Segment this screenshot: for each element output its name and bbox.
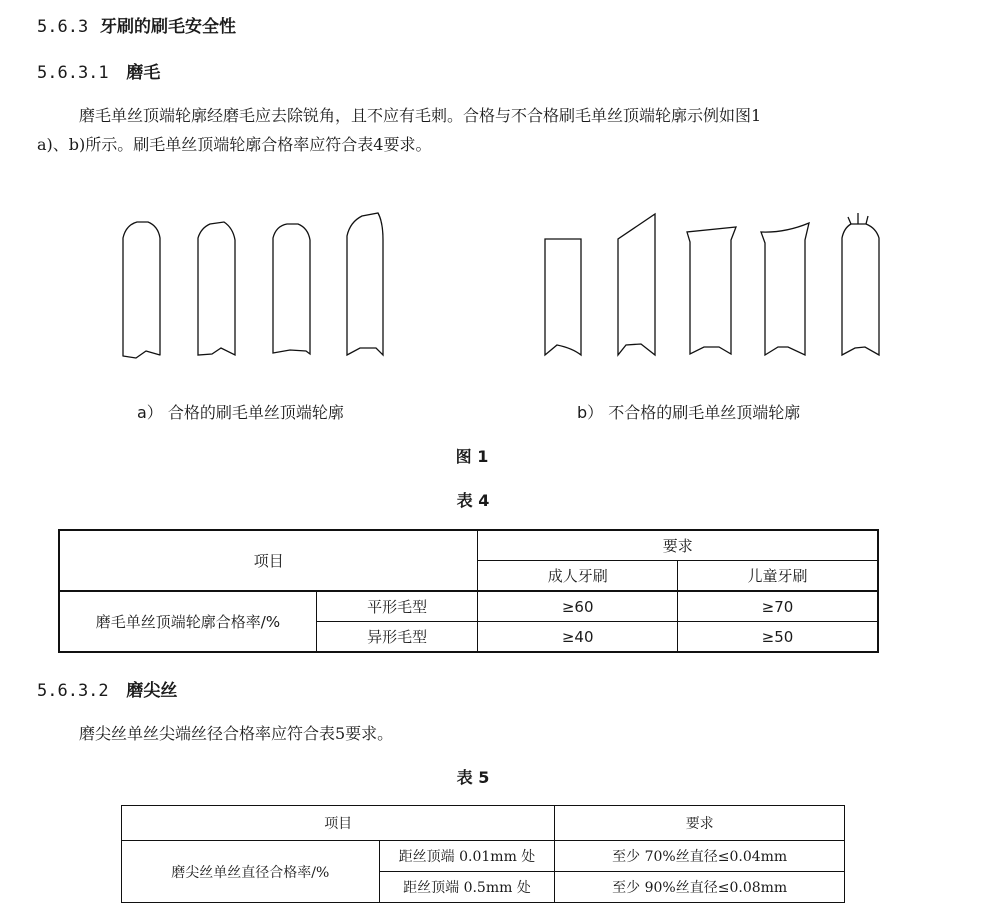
figure-1-drawing xyxy=(0,0,1001,400)
subsection-number-1: 5.6.3.1 xyxy=(37,63,109,83)
unacceptable-bristle-profiles xyxy=(545,213,879,355)
table-4 xyxy=(58,529,879,653)
table-row xyxy=(122,841,845,872)
table-4-header-requirement: 要求 xyxy=(478,530,878,561)
acceptable-bristle-profiles xyxy=(123,213,383,358)
table-5-title: 表 5 xyxy=(456,768,490,787)
figure-caption-a: a） 合格的刷毛单丝顶端轮廓 xyxy=(137,403,344,422)
subsection-number-2: 5.6.3.2 xyxy=(37,681,109,701)
paragraph-line-1: 磨毛单丝顶端轮廓经磨毛应去除锐角，且不应有毛刺。合格与不合格刷毛单丝顶端轮廓示例如图1 xyxy=(79,106,762,125)
table-5-cell-requirement: 至少 70%丝直径≤0.04mm xyxy=(555,841,845,872)
table-4-header-child: 儿童牙刷 xyxy=(677,561,878,592)
figure-title: 图 1 xyxy=(455,447,489,466)
table-5-row-group-label: 磨尖丝单丝直径合格率/% xyxy=(122,841,380,903)
table-5-cell-requirement: 至少 90%丝直径≤0.08mm xyxy=(555,872,845,903)
table-5-header-item: 项目 xyxy=(122,806,555,841)
paragraph-line-2: a)、b)所示。刷毛单丝顶端轮廓合格率应符合表4要求。 xyxy=(37,135,432,154)
table-4-header-adult: 成人牙刷 xyxy=(478,561,678,592)
table-5-cell-position: 距丝顶端 0.5mm 处 xyxy=(379,872,555,903)
section-title: 牙刷的刷毛安全性 xyxy=(100,17,237,37)
table-5-cell-position: 距丝顶端 0.01mm 处 xyxy=(379,841,555,872)
table-5-header-requirement: 要求 xyxy=(555,806,845,841)
table-5 xyxy=(121,805,845,903)
subsection-heading-2 xyxy=(37,676,177,701)
figure-caption-b: b） 不合格的刷毛单丝顶端轮廓 xyxy=(577,403,801,422)
table-4-cell-adult: ≥60 xyxy=(478,591,678,622)
paragraph-2: 磨尖丝单丝尖端丝径合格率应符合表5要求。 xyxy=(79,724,394,743)
subsection-title-1: 磨毛 xyxy=(126,63,161,83)
subsection-title-2: 磨尖丝 xyxy=(126,681,178,701)
table-4-header-item: 项目 xyxy=(59,530,478,591)
table-4-cell-child: ≥50 xyxy=(677,622,878,653)
table-4-cell-adult: ≥40 xyxy=(478,622,678,653)
table-row xyxy=(59,591,878,622)
table-4-title: 表 4 xyxy=(456,491,490,510)
table-4-row-group-label: 磨毛单丝顶端轮廓合格率/% xyxy=(59,591,316,652)
table-4-cell-type: 平形毛型 xyxy=(316,591,478,622)
section-number: 5.6.3 xyxy=(37,17,89,37)
table-4-cell-child: ≥70 xyxy=(677,591,878,622)
table-4-cell-type: 异形毛型 xyxy=(316,622,478,653)
